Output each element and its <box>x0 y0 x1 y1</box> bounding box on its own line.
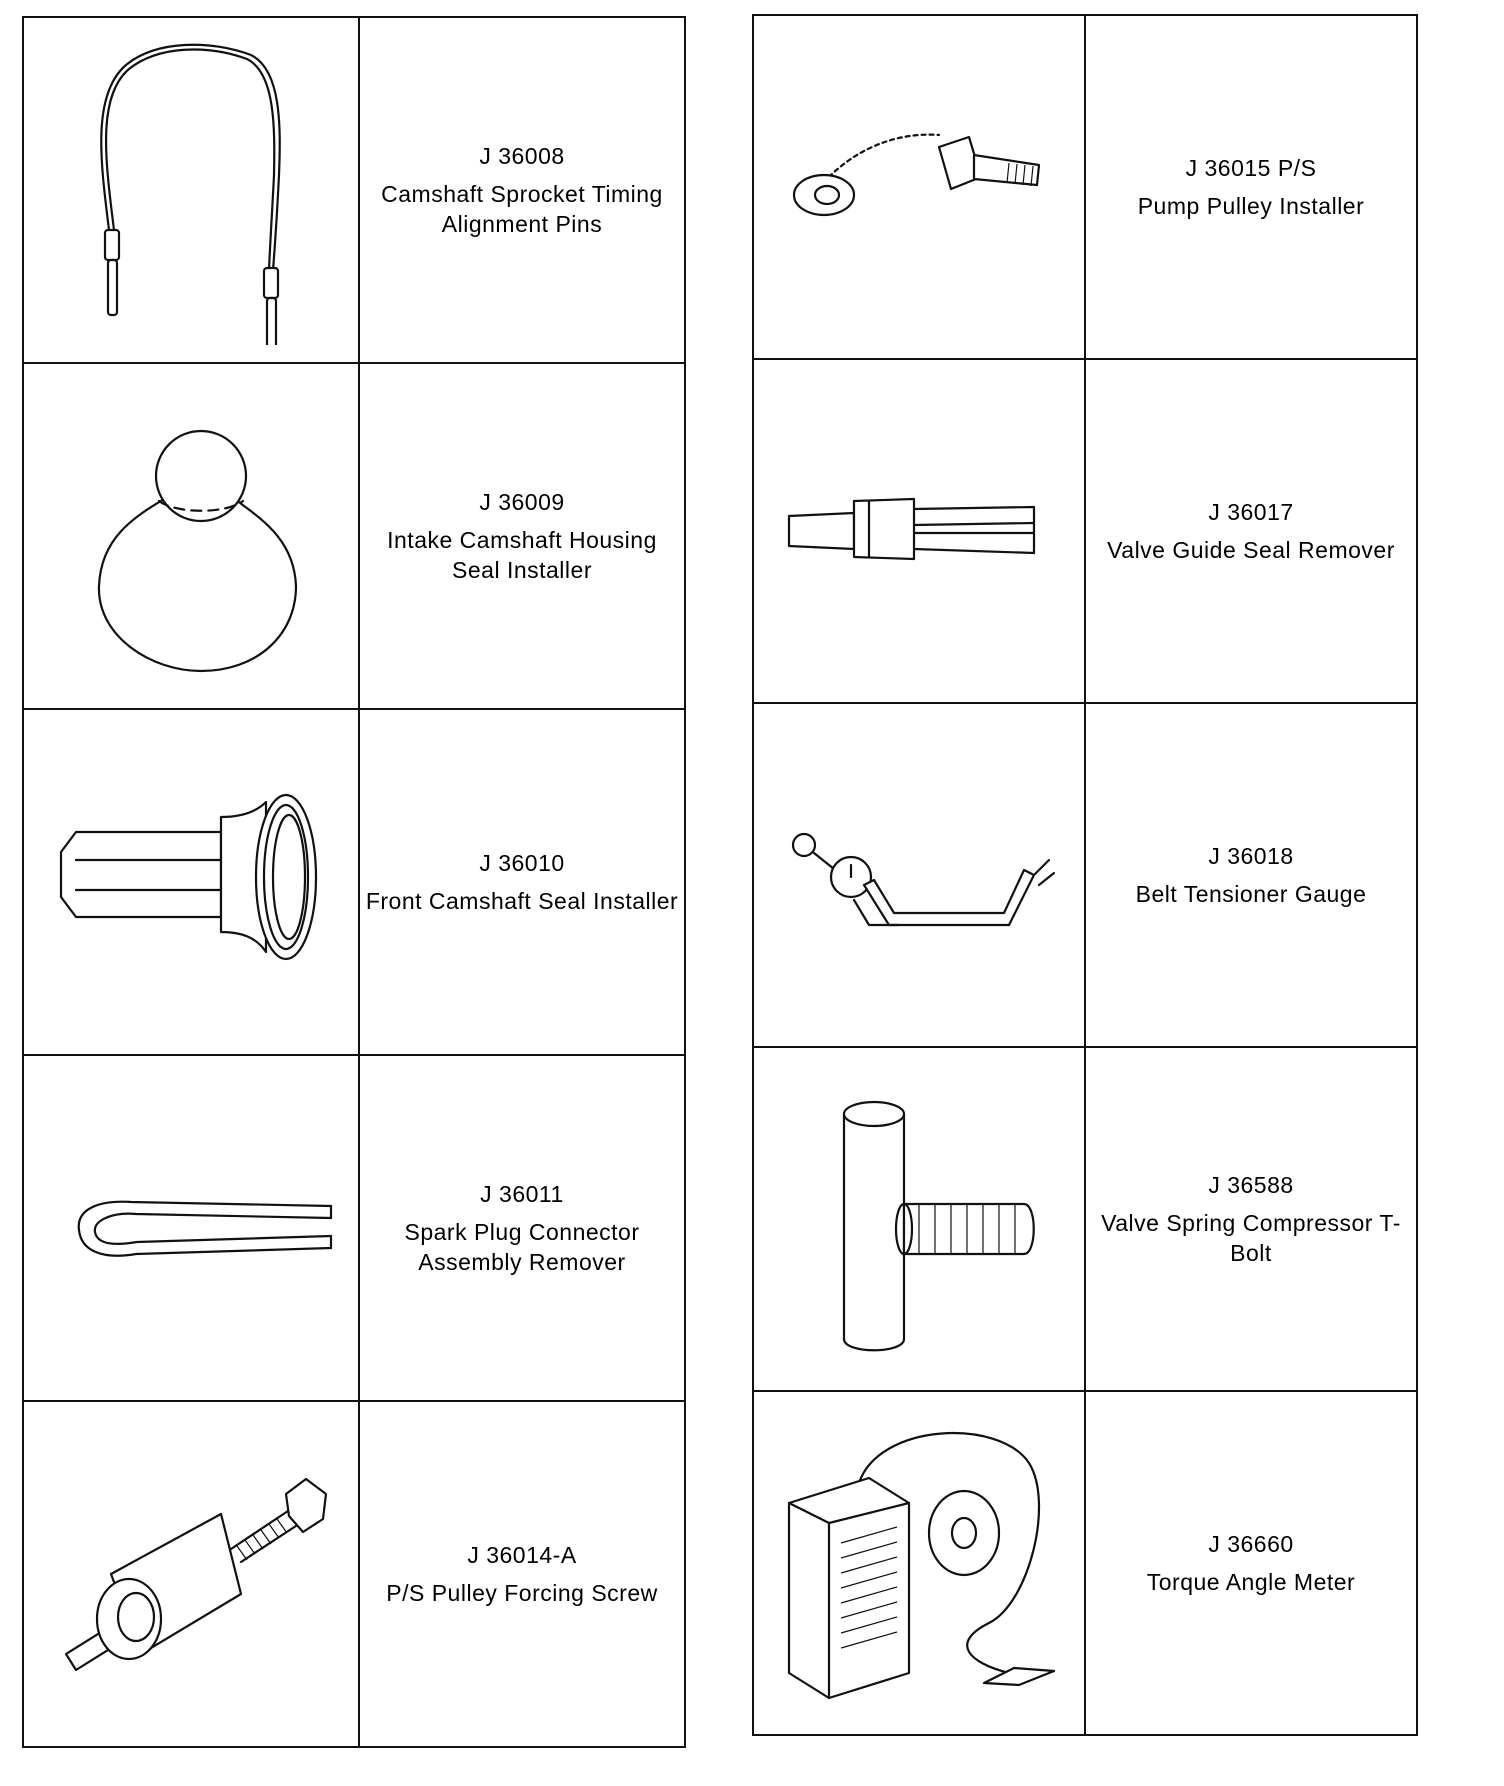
tool-illustration-cell <box>753 359 1085 703</box>
tool-row <box>23 363 685 709</box>
tool-illustration-cell <box>753 1391 1085 1735</box>
tool-illustration-cell <box>23 363 359 709</box>
tool-number: J 36009 <box>479 489 565 515</box>
t-bolt-icon <box>769 1069 1069 1369</box>
front-seal-installer-icon <box>41 732 341 1032</box>
valve-guide-seal-remover-icon <box>769 381 1069 681</box>
connector-remover-tongs-icon <box>41 1078 341 1378</box>
tool-description-cell <box>359 17 685 363</box>
tool-row <box>753 359 1417 703</box>
right-tool-table <box>752 14 1418 1736</box>
tool-illustration-cell <box>23 1055 359 1401</box>
tool-description-cell <box>359 709 685 1055</box>
tool-number: J 36014-A <box>467 1542 577 1568</box>
tool-description-cell <box>1085 359 1417 703</box>
tool-name: Torque Angle Meter <box>1146 1569 1356 1595</box>
tool-number: J 36011 <box>480 1181 564 1207</box>
tool-description-cell <box>1085 1047 1417 1391</box>
tool-row <box>23 1055 685 1401</box>
tool-name: Belt Tensioner Gauge <box>1135 881 1367 907</box>
pulley-installer-icon <box>769 37 1069 337</box>
belt-tensioner-gauge-icon <box>769 725 1069 1025</box>
tool-description-cell <box>359 1401 685 1747</box>
tool-illustration-cell <box>753 1047 1085 1391</box>
torque-angle-meter-icon <box>769 1403 1069 1723</box>
tool-name: Front Camshaft Seal Installer <box>365 888 679 914</box>
tool-name: Valve Spring Compressor T-Bolt <box>1101 1210 1401 1266</box>
tool-name: Camshaft Sprocket Timing Alignment Pins <box>381 181 663 237</box>
tool-row <box>753 15 1417 359</box>
tool-number: J 36660 <box>1208 1531 1294 1557</box>
tool-number: J 36015 P/S <box>1185 155 1317 181</box>
tool-row <box>753 1391 1417 1735</box>
tool-name: Pump Pulley Installer <box>1137 193 1365 219</box>
tool-illustration-cell <box>753 703 1085 1047</box>
forcing-screw-icon <box>41 1424 341 1724</box>
tool-name: Valve Guide Seal Remover <box>1107 537 1395 563</box>
tool-illustration-cell <box>23 17 359 363</box>
tool-row <box>23 1401 685 1747</box>
tool-description-cell <box>359 363 685 709</box>
tool-row <box>23 709 685 1055</box>
tool-name: P/S Pulley Forcing Screw <box>386 1580 658 1606</box>
tool-name: Intake Camshaft Housing Seal Installer <box>387 527 657 583</box>
left-tool-table <box>22 16 686 1748</box>
tool-number: J 36588 <box>1208 1172 1294 1198</box>
tool-number: J 36018 <box>1208 843 1294 869</box>
tool-illustration-cell <box>23 709 359 1055</box>
tool-row <box>23 17 685 363</box>
tool-row <box>753 703 1417 1047</box>
seal-installer-dome-icon <box>41 386 341 686</box>
tool-illustration-cell <box>753 15 1085 359</box>
tool-description-cell <box>359 1055 685 1401</box>
tool-number: J 36008 <box>479 143 565 169</box>
tool-number: J 36017 <box>1208 499 1294 525</box>
tool-description-cell <box>1085 1391 1417 1735</box>
alignment-pins-icon <box>41 35 341 345</box>
tool-description-cell <box>1085 703 1417 1047</box>
tool-number: J 36010 <box>479 850 565 876</box>
tool-name: Spark Plug Connector Assembly Remover <box>404 1219 640 1275</box>
tool-illustration-cell <box>23 1401 359 1747</box>
tool-row <box>753 1047 1417 1391</box>
tool-description-cell <box>1085 15 1417 359</box>
